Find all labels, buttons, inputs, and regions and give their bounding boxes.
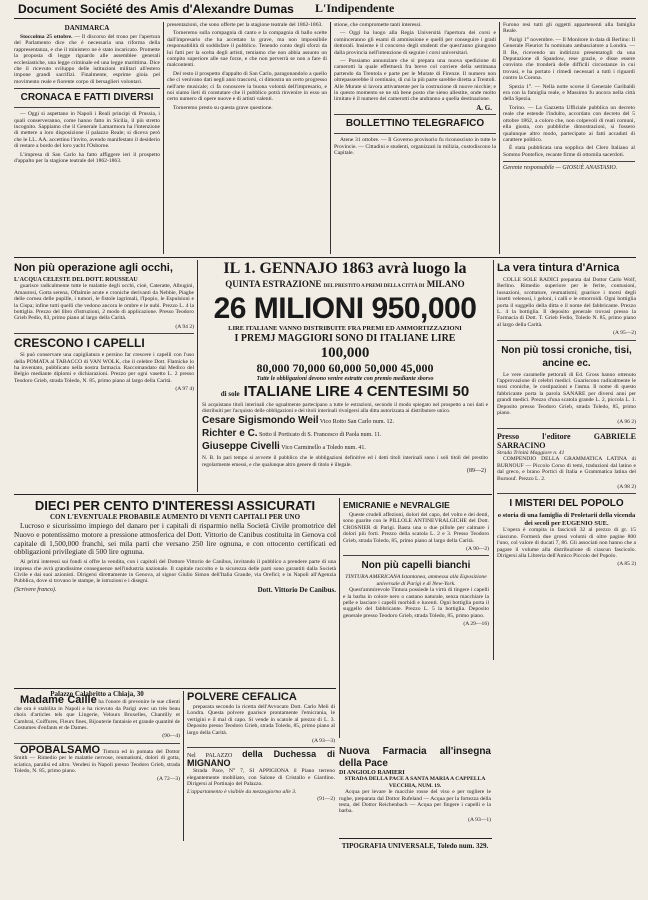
dieci-subtitle: CON L'EVENTUALE PROBABILE AUMENTO DI VENTI CAPITALI PER UNO [49,513,301,521]
dieci-advert [14,498,336,668]
ads-right-sidebar [497,260,636,860]
ad-title-calabritto: Palazzo Calabritto a Chiaja, 30 [50,691,144,698]
lottery-sborso: Tutte le obbligazioni devono venire estratte con premio mediante sborso [256,376,434,382]
ad-text: COMPENDIO DELLA GRAMMATICA LATINA di BURNOUF — Piccolo Corso di temi, traduzioni dal latino e dal greco, e brano Portici di Italia e Grammatica latina del Burnouf. Prezzo L. 2. [497,456,636,482]
lottery-ref: (89—2) [467,467,486,474]
dateline: Stoccolma 25 ottobre. [20,34,73,40]
ad-palazzo-b: della Duchessa di MIGNANO [187,749,335,768]
news-text: — Oggi si aspettano in Napoli i Reali principi di Prussia, i quali conserveranno, come hanno fatto in Sicilia, il più stretto incognito. Sappiamo che il Generale Lamarmora ha l'intenzione di mettere a loro disposizione il palazzo Reale; si diceva però che le LL. AA. accettino l'invito, avendo manifestato il desiderio di restare a bordo del loro yacht l'Osborne. [14,111,160,150]
ad-ref: (A 85 2) [617,561,636,568]
lottery-prize-top: 100,000 [320,345,370,361]
ad-madame-caille: Madame Caille [20,694,97,707]
ad-title-opobalsamo: OPOBALSAMO [20,743,101,756]
section-rule [14,688,336,689]
lottery-premi: I PREMJ MAGGIORI SONO DI ITALIANE LIRE [234,333,456,344]
ads-mid-column [343,498,489,742]
lottery-city: MILANO [426,279,465,289]
news-text: — Il discorso del trono per l'apertura del Parlamento dice che è necessaria una riforma della rappresentanza, e che il ministero ne è stato incaricato. Promette la proposta di legge riguardo alle assemblee generali ecclesiastiche, una legge criminale ed una legge marittima. Dice che il ricevuto sviluppo delle istituzioni militari all'estero impone grandi sacrifizi. Finalmente, esprime gioia pel movimento reale e fiorente corpo di bersaglieri volontari. [14,34,160,85]
divider [334,114,496,115]
ad-ref: (A 96 2) [617,418,636,425]
dieci-ref: (Scrivere franco). [14,586,57,593]
ad-text: preparata secondo la ricetta dell'Avvocato Dott. Carlo Meli di Londra. Questa polvere guarisce prontamente l'emicrania, le vertigini e il mal di capo. Si vende in scatole al prezzo di L. 3. Deposito presso Teodoro Grieb, strada Toledo, 85, primo piano al largo della Carità. [187,704,335,736]
seller-civelli: Giuseppe Civelli [202,441,280,453]
ad-ref: (90—4) [162,733,180,740]
column-rule [183,691,184,841]
ad-text: ha l'onore di prevenire le sue clienti che ora è stabilita in Napoli e ha ricevuto da Parigi avec un très beau choix d'articles tels que Lingerie, Velours Bruxelles, Chantilly et Cambrai, Coiffures, Fleurs fines, Bijouterie fantaisie et grande quantité de Costumes d'enfants et de Dames. [14,699,180,732]
ad-text: COLLE SOLE RADICI preparata dal Dottor Carlo Wolf, Berlino. Rimedio superiore per le ferite, contusioni, lussazioni, scottature, reumatismi; guarisce i morsi degli insetti velenosi, i geloni, i calli e le emorroidi. Ogni bottiglia porta il suggello della ditta e il nome del fabbricante. Prezzo L. 4 la bottiglia. Il deposito generale trovasi presso la Farmacia di Dott. T. Grieb Fedio, Toledo N. 85, primo piano al largo della Carità. [497,277,636,328]
ad-ref: (A 93—1) [468,816,491,823]
lottery-di-sole: di sole [220,390,240,398]
news-text: Atene 31 ottobre. — Il Governo provisorio fu riconosciuto in tutte le Provincie. — Cittadini e studenti, organizzati in milizia, custodiscono la Capitale. [334,137,496,157]
lottery-desc: LIRE ITALIANE VANNO DISTRIBUITE FRA PREMI ED AMMORTIZZAZIONI [228,325,462,332]
lottery-advert [200,260,490,492]
column-rule [339,498,340,738]
column-rule [330,22,331,254]
divider [14,88,160,89]
seller-weil: Cesare Sigismondo Weil [202,415,319,427]
column-rule [163,22,164,254]
ad-farmacia-addr: STRADA DELLA PACE A SANTA MARIA A CAPPELLA VECCHIA, NUM. 19. [344,776,486,789]
ad-text: Tintura ed in pomata del Dottor Smith — Rimedio per le malattie nervose, reumatismi, dolori di gotta, sciatica, paralisi ed altro. Vendesi in Napoli presso Teodoro Grieb, strada Toledo, N. 85, primo piano. [14,748,180,775]
section-title-cronaca: CRONACA E FATTI DIVERSI [20,92,154,104]
divider [187,747,335,748]
dieci-signature: Dott. Vittorio De Canibus. [257,585,336,594]
ad-text: Strada Pace, N° 7, SI APPIGIONA il Piano terreno elegantemente mobiliato, con Salone di Cristallo e Giardino. Dirigersi al Portinajo del Palazzo. [187,768,335,788]
lottery-body: Si acquistano titoli interinali che ugualmente partecipano a tutte le estrazioni, secondo il modo spiegato nel prospetto a noi dati e distribuiti per l'acquisto delle obbligazioni e dei titoli interinali rivolgersi alla ditta autorizzata ai distributore unico. [202,402,488,415]
section-rule [339,838,492,839]
ad-title-capelli-bianchi: Non più capelli bianchi [361,560,471,572]
ad-text: Queste crudeli affezioni, dolori del capo, del volto e dei denti, sono guarite con le PILLOLE ANTINEVRALGICHE del Dott. CROSNIER di Parigi. Basta una o due pillole per calmare i dolori più forti. Prezzo della scatola L. 2 e 3. Presso Teodoro Grieb, strada Toledo, 85, primo piano al largo della Carità. [343,512,489,544]
ad-ref: (A 97 4) [175,386,194,393]
ad-text: L'opera è compita in fascicoli 32 al prezzo di gr. 15 ciascuno. Formerà due grossi volumi di oltre pagine 800 l'uno, col valore di ducati 7, 86. Gli associati non hanno che a pagare il volume alla distribuzione di ciascun fascicolo. Dirigersi alla Libreria dell'Amico Piccolo del Popolo. [497,527,636,559]
ads-bottom-left [14,691,180,861]
seller-weil-addr: Vico Rotto San Carlo num. 12. [319,419,395,426]
ad-title-polvere: POLVERE CEFALICA [187,691,297,703]
news-column-2 [167,22,327,254]
ad-misteri-sub: o storia di una famiglia di Proletarii della vicenda dei secoli per EUGENIO SUE. [497,512,636,527]
section-rule [14,257,636,258]
ad-title-emicranie: EMICRANIE e NEVRALGIE [343,500,450,510]
author-signature: A. G. [476,103,492,112]
news-text: Torneremo presto su questa grave questione. [173,104,273,111]
column-rule [197,260,198,492]
ad-ref: (A 98 2) [617,483,636,490]
lottery-price: ITALIANE LIRE 4 CENTESIMI 50 [243,383,470,400]
seller-richter: Richter e C. [202,428,258,440]
divider [343,555,489,556]
ad-farmacia-owner: DI ANGIOLO RAMIERI [339,770,405,776]
news-text: Torneremo sulla compagnia di canto e la compagnia di ballo scelte dall'impresario che ha accettato la grave, ma non impossibile responsabilità di soddisfare il pubblico. Tenendo conto degli sforzi da lui fatti per la scelta degli artisti, temiamo che non abbia assunto un compito superiore alle sue forze, e che non perverrà se non a fare di malcontenti. [167,30,327,69]
column-rule [493,260,494,660]
ad-title-editore: Presso l'editore GABRIELE SARRACINO [497,431,636,450]
ad-text: Quest'ammirevole Tintura possiede la virtù di tingere i capelli e la barba in colore nero o castano naturale, senza macchiare la pelle e lasciare i capelli morbidi e lucenti. Ogni bottiglia porta il suggello del fabbricante. Prezzo L. 5 la bottiglia. Deposito generale presso Teodoro Grieb, strada Toledo, 85, primo piano. [343,587,489,619]
ad-text: Si può conservare una capigliatura e persino far crescere i capelli con l'uso della POMATA al TABACCO di VAN WOLK, che il celebre Dott. Flamicke lo ha inventato, pubblicato nella nostra farmacia. Raccomandato dal Medico del Belgio mediante diplomi e dichiarazioni. Prezzo per ogni vasetto L. 2 presso Teodoro Grieb, strada Toledo, N. 85, primo piano al largo della Carità. [14,352,194,384]
ad-text: Acqua per levare le macchie rosse del viso e per togliere le rughe, preparata dal Dottor Rufeland — Acqua per la fortezza della testa, del Dottor Reichenbach — Acqua per fingere i capelli e la barba. [339,789,491,815]
news-text: L'impresa di San Carlo ha fatto affiggere ieri il prospetto d'appalto per la stagione teatrale del 1862-1863. [14,151,160,165]
news-column-1 [14,22,160,254]
news-column-3 [334,22,496,254]
ad-ref: (A 93—3) [312,738,335,745]
ad-title-tossi: Non più tossi croniche, tisi, ancine ec. [501,344,632,369]
ad-ref: (A 72—3) [157,776,180,783]
section-title-bollettino: BOLLETTINO TELEGRAFICO [345,118,485,130]
divider [497,428,636,429]
divider [334,133,496,134]
ad-text: Le vere caramelle pettorali di Ed. Gross hanno ottenuto l'approvazione di celebri medici. Guariscono radicalmente le tossi croniche, le costipazioni e l'asma. Il nome di questo fabbricante porta la parola SANARE per diversi anni per grandi medici. Prezzo d'una scatola grande L. 2, piccola L. 1. Deposito presso Teodoro Grieb, strada Toledo, 85, primo piano. [497,371,636,417]
ad-farmacia [339,746,491,828]
ad-ref: (A 95—2) [613,330,636,337]
header-rule [14,18,636,19]
ad-editore-addr: Strada Trinità Maggiore n. 41 [497,449,565,456]
ad-ref: (A 94 2) [175,323,194,330]
ad-title-misteri: I MISTERI DEL POPOLO [509,498,624,510]
seller-richter-addr: Sotto il Porticato di S. Francesco di Paola num. 11. [259,432,382,439]
page-header [0,0,648,18]
column-rule [499,22,500,254]
divider [497,340,636,341]
ad-title-operazione: Non più operazione agli occhi, [14,262,173,274]
lottery-prestito: DEL PRESTITO A PREMI DELLA CITTÀ DI [323,284,425,289]
ad-palazzo-note: L'appartamento è visibile da mezzogiorno alle 3. [187,789,297,796]
news-text: — Possiamo annunziare che si prepara una nuova spedizione di camerotti la quale effettuerà fra breve col corriere della settimana partendo da Trentola e parte per le Murate di Firenze. Il numero non oltrepasserebbe il centinaio, di cui la più parte sarebbe diretta a Trentoli. Alle Murate si lavora attivamente per la costruzione di nuove nicchie; e in questo momento se ne stà bene posto che sieno allestite, onde molto limitato è il numero dei camerotti che andranno a quella destinazione. [334,58,496,103]
ad-title-arnica: La vera tintura d'Arnica [497,262,620,274]
gerente-line: Gerente responsabile — GIOSUÈ ANASTASIO. [503,165,618,172]
printer-line: TIPOGRAFIA UNIVERSALE, Toledo num. 329. [341,842,489,850]
news-text: — Oggi ha luogo alla Regia Università l'apertura dei corsi e cominceranno gli esami di ammissione e quelli per conseguire i gradi dottorali. Insieme è il concorso degli studenti che quest'anno giungono dalla provincia nell'intenzione di seguire i corsi universitari. [334,30,496,56]
seller-civelli-addr: Vico Carminello a Toledo num. 41. [281,445,366,452]
news-text: Del resto il prospetto d'appalto di San Carlo, paragonandolo a quello che ci venivano dati negli anni trascorsi, ci dimostra un certo progresso nell'arte musicale; ci fa conoscere la buona volontà dell'impresario, e noi siamo lieti di constatare che il pubblico potrà rinvenire in esso un certo numero di opere nuove e di artisti valenti. [167,70,327,103]
lottery-date: IL 1. GENNAJO 1863 avrà luogo la [223,260,467,277]
dieci-text: Ai primi interessi sui fondi si offre la vendita, con i capitoli del Dottore Vittorio de Canibus, invitando il pubblico a prendere parte di una impresa che avrà grandissime conseguenze nell'industria nazionale. Il capitale raccolto e la sicurezza delle parti sono garantiti dalla Società Civile e dai suoi azionisti. Dirigersi direttamente in Genova, al signor Giulio Simon dell'Italia Grande, via Orefici; e in Napoli all'Agenzia Pubblica, dove si trovano le stampe, le istruzioni e i disegni. [14,559,336,585]
news-text: Parigi 1° novembre. — Il Monitore in data di Berlino: Il Generale Fleuriot fu nominato ambasciatore a Londra. — Il Re, ricevendo un indirizzo presentatogli da una Deputazione di Spandow, rese grazie, e disse essere convinto che tronderà delle difficili circostanze in cui trovasi, e ha portato i rimedi necessari a tutti i riguardi contro la Corona. [503,36,635,82]
news-text: stione, che compromette tanti interessi. [334,22,422,28]
news-column-4 [503,22,635,254]
section-title-danimarca: DANIMARCA [64,24,110,32]
ad-capelli-sub: TINTURA AMERICANA Istantanea, ammessa alla Esposizione universale di Parigi e di New-York. [345,574,487,587]
ad-subtitle: L'ACQUA CELESTE DEL DOTT. ROUSSEAU [14,277,138,283]
ad-ref: (A 29—16) [463,621,489,628]
divider [14,107,160,108]
ad-ref: (A 90—2) [466,546,489,553]
newspaper-name: L'Indipendente [315,1,395,15]
ads-bottom-mid [187,691,335,841]
watermark-text: Document Société des Amis d'Alexandre Dumas [18,2,294,16]
ad-title-capelli: CRESCONO I CAPELLI [14,336,145,351]
divider [497,493,636,494]
ads-left-sidebar [14,260,194,492]
section-rule [14,494,492,495]
dieci-title: DIECI PER CENTO D'INTERESSI ASSICURATI [34,498,316,513]
ad-title-farmacia: Nuova Farmacia all'insegna della Pace [339,746,491,769]
news-text: Torino. — La Gazzetta Ufficiale pubblica un decreto reale che estende l'indulto, accordato con decreto del 5 ottobre 1862, a coloro che, non colpevoli di reati comuni, ella giusta, con pubbliche dimostrazioni, si fossero qualunque altro modo, partecipato ai fatti accaduti di carattere politico. [503,104,635,143]
news-text: Furono resi tutti gli oggetti appartenenti alla famiglia Reale. [503,22,635,35]
news-text: È stata pubblicata una sopplica del Clero Italiano al Sommo Pontefice, recante firme di ottomila sacerdoti. [503,145,635,158]
ad-text: guarisce radicalmente tutte le malattie degli occhi, cioè, Cateratte, Albugini, Amaurosi, Gotta serena, Oftalmie acute e croniche derivanti da Nebbie, Piaghe delle cornea delle pupille, i tumori, le fistole lagrimali, l'Ipopio, le Espulsioni e la Cispa; infine tutti quelli che vedono ancora le ombre e le nubi. Prezzo L. 4 la bottiglia. Prezzo del libro d'istruzioni, 2 modo di applicazione. Presso Teodoro Grieb Pedio, 83, primo piano al largo della Carità. [14,283,194,322]
ad-palazzo-a: Nel PALAZZO [187,753,233,760]
lottery-estrazione: QUINTA ESTRAZIONE [225,279,322,289]
lottery-prizes: 80,000 70,000 60,000 50,000 45,000 [256,361,434,375]
ad-ref: (91—2) [317,795,335,802]
divider [14,333,194,334]
lottery-note: N. B. In pari tempo si avverte il pubblico che le obbligazioni definitive ed i detti titoli interinali sono i soli titoli del prestito regolarmente emessi, e che qualunque altro genere di titolo è illegale. [202,455,488,468]
news-text: presentazioni, che sono offerte per la stagione teatrale del 1862-1863. [167,22,323,28]
news-text: Spezia 1°. — Nella notte scorse il Generale Garibaldi era con la famiglia reale, e Massimo fu ancora nella città della Spezia. [503,83,635,103]
dieci-lead: Lucroso e sicurissimo impiego del danaro per i capitali di risparmio nella Società Civile promotrice del Nuovo e potentissimo motore a pressione atmosferica del Dott. Vittorio de Canibus costituita in Genova col capitale di 1,500,000 franchi, sei mila parti che versano 250 lire ognuna, e con ottocento certificati ed obbligazioni privilegiate di 500 lire ognuna. [14,521,336,557]
lottery-amount: 26 MILIONI 950,000 [213,292,477,325]
divider [503,161,635,162]
